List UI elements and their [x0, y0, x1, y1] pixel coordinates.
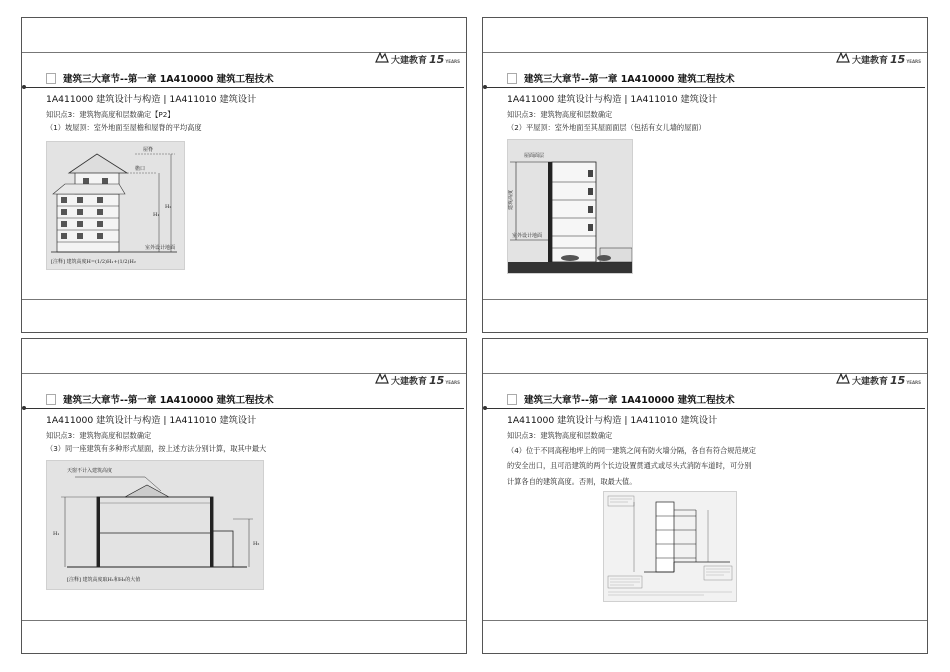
- title-rule: [485, 87, 925, 88]
- body-line: （2）平屋顶：室外地面至其屋面面层（包括有女儿墙的屋面）: [507, 123, 706, 132]
- slide-divider: [483, 620, 927, 621]
- fig1-caption: [注释] 建筑高度H=(1/2)H₁+(1/2)H₂: [51, 259, 136, 265]
- title-rule: [24, 408, 464, 409]
- body-line: 知识点3：建筑物高度和层数确定: [507, 110, 613, 119]
- body-line: 知识点3：建筑物高度和层数确定【P2】: [46, 110, 175, 119]
- logo-sub: YEARS: [906, 59, 921, 64]
- slide-title: 建筑三大章节--第一章 1A410000 建筑工程技术: [524, 74, 735, 85]
- logo-brand: 大建教育: [390, 377, 427, 387]
- slide-title: 建筑三大章节--第一章 1A410000 建筑工程技术: [63, 74, 274, 85]
- logo-brand: 大建教育: [851, 377, 888, 387]
- fig1-label-ridge: 屋脊: [143, 147, 154, 153]
- title-rule: [485, 408, 925, 409]
- brand-mark-icon: [375, 52, 389, 63]
- body-line: 计算各自的建筑高度。否则，取最大值。: [507, 477, 637, 486]
- fig2-label-height: 建筑高度: [508, 189, 514, 210]
- fig1-label-eave: 檐口: [135, 166, 146, 172]
- fig1-label-h1: H₁: [153, 212, 160, 218]
- slide-divider: [22, 620, 466, 621]
- brand-logo: [836, 373, 921, 387]
- slide-1: [21, 17, 467, 333]
- flat-roof-height-diagram: [507, 139, 633, 274]
- fig2-label-roof: 屋面面层: [524, 153, 545, 159]
- brand-logo: [375, 373, 460, 387]
- slide-subhead: 1A411000 建筑设计与构造 | 1A411010 建筑设计: [507, 94, 718, 105]
- logo-number: 15: [890, 53, 906, 66]
- logo-sub: YEARS: [445, 380, 460, 385]
- logo-sub: YEARS: [445, 59, 460, 64]
- fig1-label-ground: 室外设计地面: [145, 245, 176, 251]
- slide-divider: [483, 299, 927, 300]
- slide-title: 建筑三大章节--第一章 1A410000 建筑工程技术: [524, 395, 735, 406]
- body-line: （1）坡屋顶：室外地面至屋檐和屋脊的平均高度: [46, 123, 202, 132]
- logo-number: 15: [429, 374, 445, 387]
- title-rule: [24, 87, 464, 88]
- body-line: 知识点3：建筑物高度和层数确定: [507, 431, 613, 440]
- logo-number: 15: [429, 53, 445, 66]
- slide-4: [482, 338, 928, 654]
- brand-logo: [375, 52, 460, 66]
- brand-mark-icon: [836, 373, 850, 384]
- title-bullet-icon: [507, 394, 517, 405]
- slide-title-bar: [32, 70, 462, 86]
- body-line: （3）同一座建筑有多种形式屋面，按上述方法分别计算，取其中最大: [46, 444, 267, 453]
- pitched-roof-height-diagram: [46, 141, 185, 270]
- slide-title: 建筑三大章节--第一章 1A410000 建筑工程技术: [63, 395, 274, 406]
- slide-subhead: 1A411000 建筑设计与构造 | 1A411010 建筑设计: [507, 415, 718, 426]
- slide-title-bar: [493, 391, 923, 407]
- logo-brand: 大建教育: [390, 56, 427, 66]
- logo-number: 15: [890, 374, 906, 387]
- body-line: 的安全出口，且可沿建筑的两个长边设置贯通式或尽头式消防车道时，可分别: [507, 461, 752, 470]
- multi-roof-height-diagram: [46, 460, 264, 590]
- slide-subhead: 1A411000 建筑设计与构造 | 1A411010 建筑设计: [46, 415, 257, 426]
- fig2-label-ground: 室外设计地面: [512, 233, 543, 239]
- fig3-label-skylight: 天窗不计入建筑高度: [67, 468, 113, 474]
- slide-2: [482, 17, 928, 333]
- brand-mark-icon: [836, 52, 850, 63]
- slide-title-bar: [32, 391, 462, 407]
- slide-title-bar: [493, 70, 923, 86]
- brand-mark-icon: [375, 373, 389, 384]
- body-line: 知识点3：建筑物高度和层数确定: [46, 431, 152, 440]
- title-bullet-icon: [507, 73, 517, 84]
- title-bullet-icon: [46, 394, 56, 405]
- body-line: （4）位于不同高程地坪上的同一建筑之间有防火墙分隔，各自有符合规范规定: [507, 446, 756, 455]
- logo-brand: 大建教育: [851, 56, 888, 66]
- brand-logo: [836, 52, 921, 66]
- stepped-grade-height-diagram: [603, 491, 737, 602]
- title-bullet-icon: [46, 73, 56, 84]
- slide-3: [21, 338, 467, 654]
- fig1-label-h2: H₂: [165, 204, 172, 210]
- fig3-caption: [注释] 建筑高度取H₁和H₂的大值: [67, 577, 141, 583]
- slide-divider: [22, 299, 466, 300]
- slide-subhead: 1A411000 建筑设计与构造 | 1A411010 建筑设计: [46, 94, 257, 105]
- logo-sub: YEARS: [906, 380, 921, 385]
- fig3-label-h1: H₁: [53, 531, 60, 537]
- fig3-label-h2: H₂: [253, 541, 260, 547]
